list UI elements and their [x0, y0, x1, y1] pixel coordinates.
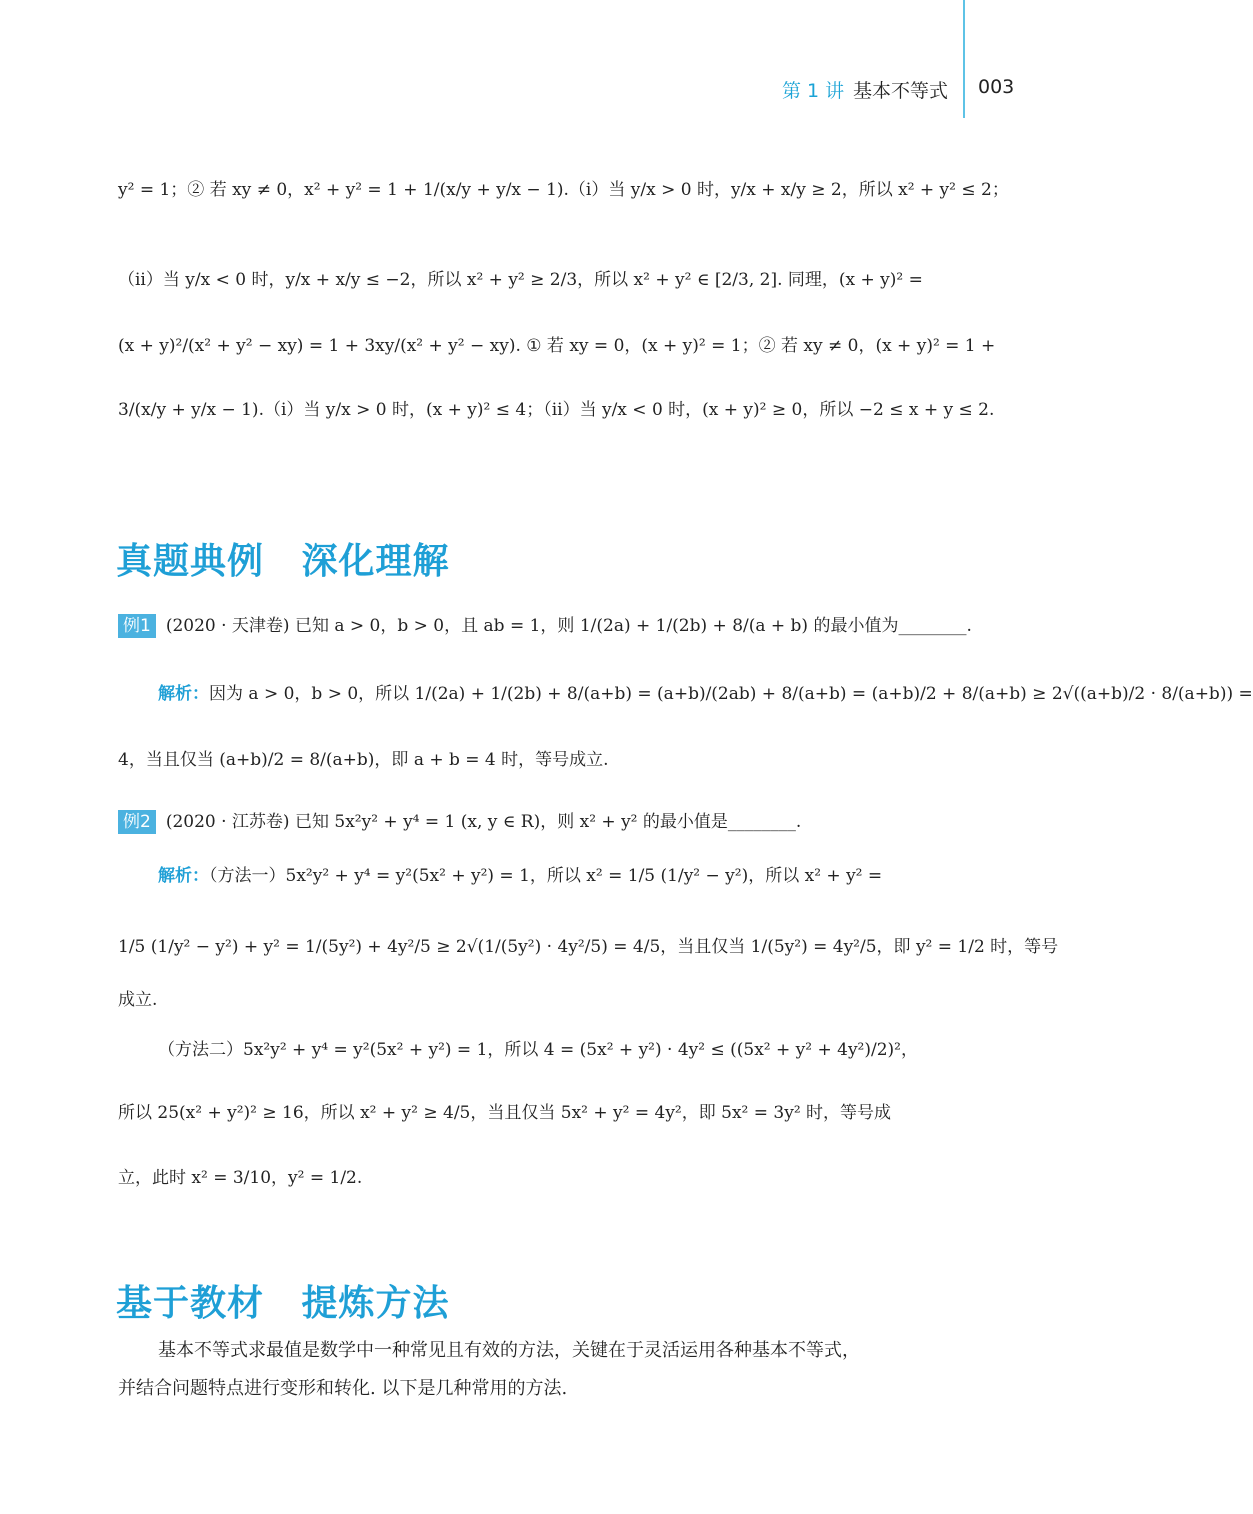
continuation-line-1: y² = 1；② 若 xy ≠ 0，x² + y² = 1 + 1/(x/y + y/x − 1).（i）当 y/x > 0 时，y/x + x/y ≥ 2，所以 x² + y² ≤ 2；	[118, 180, 1009, 200]
example-2-method-1-line-3: 成立.	[118, 990, 158, 1010]
body-paragraph-line-2: 并结合问题特点进行变形和转化. 以下是几种常用的方法.	[118, 1378, 568, 1399]
continuation-line-4: 3/(x/y + y/x − 1).（i）当 y/x > 0 时，(x + y)² ≤ 4；（ii）当 y/x < 0 时，(x + y)² ≥ 0，所以 −2 ≤ x + y ≤ 2.	[118, 400, 995, 420]
example-2-method-2-line-3: 立，此时 x² = 3/10，y² = 1/2.	[118, 1168, 363, 1188]
example-1-badge: 例1	[118, 614, 156, 638]
example-1-solution-line-1	[118, 682, 1253, 706]
example-1-question	[118, 614, 972, 638]
solution-label: 解析：	[158, 684, 209, 704]
example-1-solution-text: 因为 a > 0，b > 0，所以 1/(2a) + 1/(2b) + 8/(a+b) = (a+b)/(2ab) + 8/(a+b) = (a+b)/2 + 8/(a+b) ≥ 2√((a+b)/2 · 8/(a+b)) =	[209, 684, 1253, 704]
example-1-solution-line-2: 4，当且仅当 (a+b)/2 = 8/(a+b)，即 a + b = 4 时，等号成立.	[118, 750, 609, 770]
example-1-text: (2020 · 天津卷) 已知 a > 0，b > 0，且 ab = 1，则 1/(2a) + 1/(2b) + 8/(a + b) 的最小值为________.	[165, 616, 972, 636]
chapter-title: 基本不等式	[853, 80, 949, 102]
section-heading-examples: 真题典例 深化理解	[116, 541, 450, 582]
body-paragraph-line-1: 基本不等式求最值是数学中一种常见且有效的方法，关键在于灵活运用各种基本不等式，	[158, 1340, 860, 1361]
example-2-badge: 例2	[118, 810, 156, 834]
continuation-line-2: （ii）当 y/x < 0 时，y/x + x/y ≤ −2，所以 x² + y² ≥ 2/3，所以 x² + y² ∈ [2/3, 2]. 同理，(x + y)² =	[118, 270, 923, 290]
example-2-method-1-line-1	[118, 864, 1008, 888]
example-2-method-2-line-2: 所以 25(x² + y²)² ≥ 16，所以 x² + y² ≥ 4/5，当且仅当 5x² + y² = 4y²，即 5x² = 3y² 时，等号成	[118, 1103, 892, 1123]
solution-label: 解析：	[158, 866, 209, 886]
example-2-method-2-line-1: （方法二）5x²y² + y⁴ = y²(5x² + y²) = 1，所以 4 = (5x² + y²) · 4y² ≤ ((5x² + y² + 4y²)/2)²，	[158, 1040, 918, 1060]
example-2-method-1-line-2: 1/5 (1/y² − y²) + y² = 1/(5y²) + 4y²/5 ≥ 2√(1/(5y²) · 4y²/5) = 4/5，当且仅当 1/(5y²) = 4y²/5，即 y² = 1/2 时，等号	[118, 937, 1059, 957]
continuation-line-3: (x + y)²/(x² + y² − xy) = 1 + 3xy/(x² + y² − xy). ① 若 xy = 0，(x + y)² = 1；② 若 xy ≠ 0，(x + y)² = 1 +	[118, 336, 996, 356]
chapter-number: 第 1 讲	[782, 80, 845, 102]
example-2-text: (2020 · 江苏卷) 已知 5x²y² + y⁴ = 1 (x, y ∈ R)，则 x² + y² 的最小值是________.	[165, 812, 802, 832]
section-heading-methods: 基于教材 提炼方法	[116, 1283, 450, 1324]
example-2-method-1-text: （方法一）5x²y² + y⁴ = y²(5x² + y²) = 1，所以 x² = 1/5 (1/y² − y²)，所以 x² + y² =	[209, 866, 883, 886]
page-number: 003	[978, 76, 1015, 98]
example-2-question	[118, 810, 801, 834]
header-divider	[963, 0, 965, 118]
